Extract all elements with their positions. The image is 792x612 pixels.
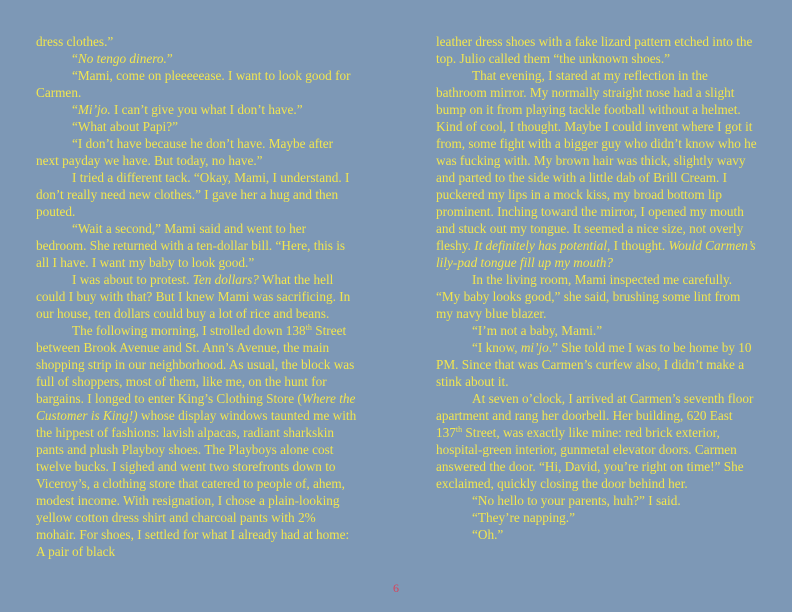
text-run: , I thought.	[607, 238, 669, 253]
italic-text-run: Mi’jo.	[77, 102, 111, 117]
text-run: In the living room, Mami inspected me carefully. “My baby looks good,” she said, brushing some lint from my navy blue blazer.	[436, 272, 741, 321]
paragraph	[36, 67, 358, 101]
text-run: ”	[166, 51, 173, 66]
text-run: “Mami, come on pleeeeease. I want to look good for Carmen.	[36, 68, 351, 100]
paragraph	[436, 33, 758, 67]
text-run: Street between Brook Avenue and St. Ann’s Avenue, the main shopping strip in our neighborhood. As usual, the block was full of shoppers, most of them, like me, on the hunt for bargains. I longed to enter King’s Clothing Store (	[36, 323, 355, 406]
text-run: At seven o’clock, I arrived at Carmen’s seventh floor apartment and rang her doorbell. Her building, 620 East 137	[436, 391, 754, 440]
paragraph	[436, 492, 758, 509]
text-run: “I don’t have because he don’t have. Maybe after next payday we have. But today, no have.”	[36, 136, 334, 168]
italic-text-run: Where the Customer is King!)	[36, 391, 356, 423]
paragraph	[36, 220, 358, 271]
text-run: Street, was exactly like mine: red brick exterior, hospital-green interior, gunmetal elevator doors. Carmen answered the door. “Hi, David, you’re right on time!” She exclaimed, quickly closing the door behind her.	[436, 425, 744, 491]
text-run: I can’t give you what I don’t have.”	[110, 102, 303, 117]
text-run: “What about Papi?”	[72, 119, 178, 134]
page-number: 6	[393, 581, 399, 595]
text-run: “	[72, 102, 78, 117]
ordinal-superscript: th	[455, 425, 463, 434]
paragraph	[36, 135, 358, 169]
paragraph	[36, 118, 358, 135]
paragraph	[36, 271, 358, 322]
paragraph	[436, 526, 758, 543]
text-run: dress clothes.”	[36, 34, 114, 49]
text-run: “	[72, 51, 78, 66]
paragraph	[436, 390, 758, 492]
text-run: “I know,	[472, 340, 521, 355]
paragraph	[36, 33, 358, 50]
text-run: I tried a different tack. “Okay, Mami, I understand. I don’t really need new clothes.” I gave her a hug and then pouted.	[36, 170, 350, 219]
text-run: “No hello to your parents, huh?” I said.	[472, 493, 681, 508]
paragraph	[36, 169, 358, 220]
italic-text-run: Ten dollars?	[192, 272, 259, 287]
text-run: leather dress shoes with a fake lizard pattern etched into the top. Julio called them “the unknown shoes.”	[436, 34, 753, 66]
italic-text-run: mi’jo	[520, 340, 549, 355]
paragraph	[436, 509, 758, 526]
ordinal-superscript: th	[305, 323, 312, 332]
italic-text-run: Would Carmen’s lily-pad tongue fill up my mouth?	[436, 238, 756, 270]
text-run: That evening, I stared at my reflection in the bathroom mirror. My normally straight nose had a slight bump on it from playing tackle football without a helmet. Kind of cool, I thought. Maybe I could invent where I got it from, some fight with a bigger guy who didn’t know who he was fucking with. My brown hair was thick, slightly wavy and parted to the side with a little dab of Brill Cream. I puckered my lips in a mock kiss, my broad bottom lip prominent. Inching toward the mirror, I opened my mouth and stuck out my tongue. It seemed a nice size, not overly fleshy.	[436, 68, 757, 253]
text-run: .” She told me I was to be home by 10 PM. Since that was Carmen’s curfew also, I didn’t make a stink about it.	[436, 340, 752, 389]
text-run: What the hell could I buy with that? But I knew Mami was sacrificing. In our house, ten dollars could buy a lot of rice and beans.	[36, 272, 351, 321]
paragraph	[436, 271, 758, 322]
text-run: “I’m not a baby, Mami.”	[472, 323, 603, 338]
italic-text-run: It definitely has potential	[474, 238, 607, 253]
text-run: “Wait a second,” Mami said and went to her bedroom. She returned with a ten-dollar bill. “Here, this is all I have. I want my baby to look good.”	[36, 221, 346, 270]
text-run: whose display windows taunted me with the hippest of fashions: lavish alpacas, radiant sharkskin pants and plush Playboy shoes. The Playboys alone cost twelve bucks. I sighed and went two storefronts down to Viceroy’s, a clothing store that catered to people of, ahem, modest income. With resignation, I chose a plain-looking yellow cotton dress shirt and charcoal pants with 2% mohair. For shoes, I settled for what I already had at home: A pair of black	[36, 408, 357, 559]
text-run: “They’re napping.”	[472, 510, 576, 525]
text-run: I was about to protest.	[72, 272, 193, 287]
left-text-column	[36, 33, 358, 560]
paragraph	[436, 322, 758, 339]
text-run: The following morning, I strolled down 138	[72, 323, 306, 338]
italic-text-run: No tengo dinero.	[77, 51, 167, 66]
text-run: “Oh.”	[472, 527, 504, 542]
paragraph	[36, 101, 358, 118]
paragraph	[36, 50, 358, 67]
paragraph	[36, 322, 358, 560]
paragraph	[436, 67, 758, 271]
right-text-column	[436, 33, 758, 543]
paragraph	[436, 339, 758, 390]
